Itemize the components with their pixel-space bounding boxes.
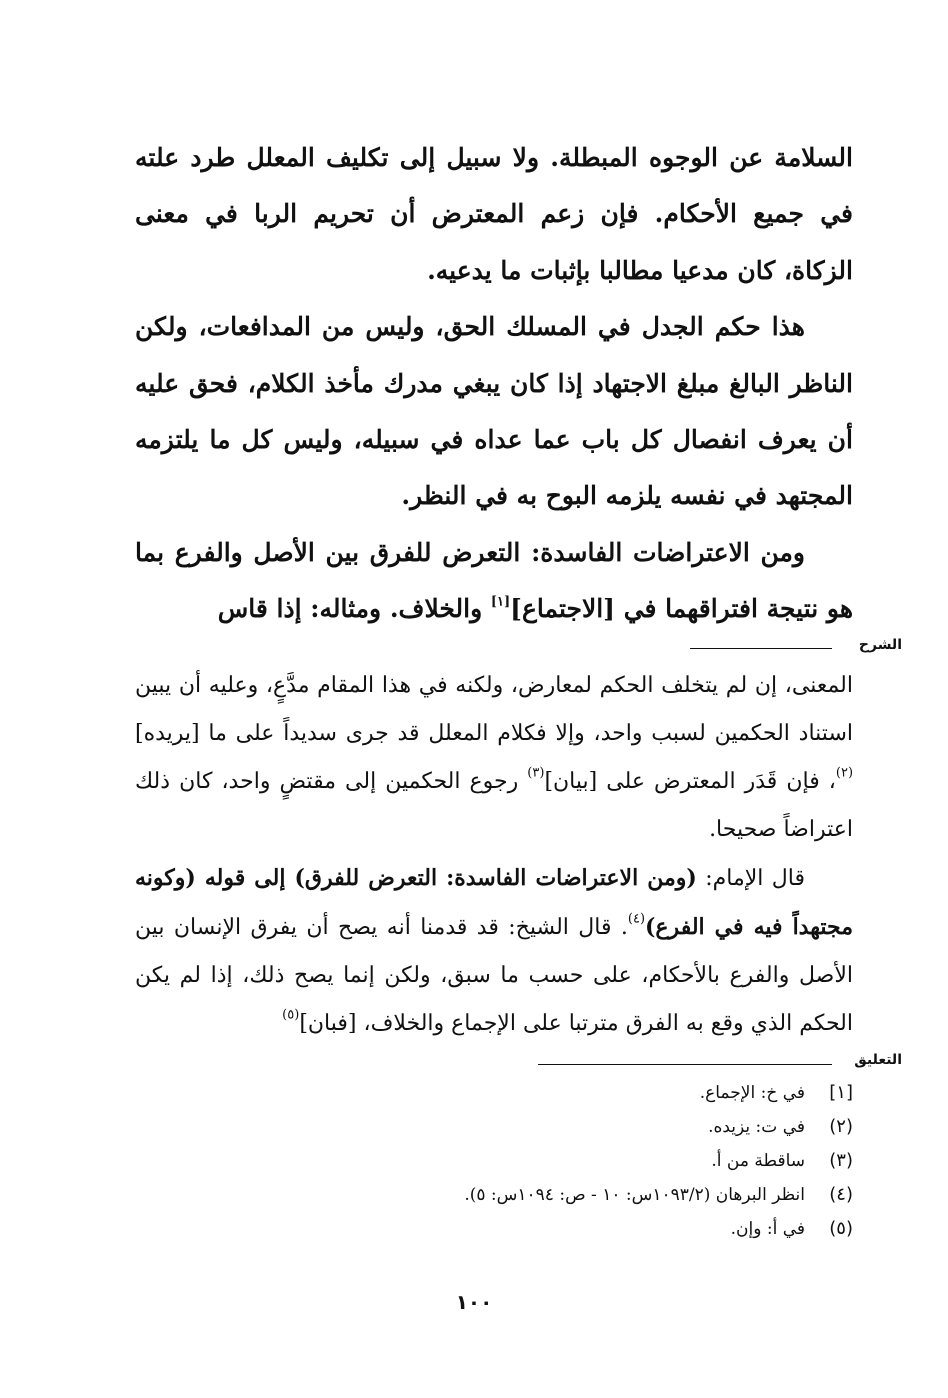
footnote-ref-4: (٤) xyxy=(627,911,646,927)
main-paragraph-3 xyxy=(135,525,853,638)
footnote-item xyxy=(135,1178,853,1212)
footnotes-list xyxy=(135,1076,853,1246)
footnote-text: في ت: يزيده. xyxy=(708,1117,805,1137)
sharh-p1-text-c: رجوع الحكمين إلى مقتضٍ واحد، كان ذلك اعتراضاً صحيحا. xyxy=(135,769,853,842)
page-number: ١٠٠ xyxy=(455,1290,493,1314)
taliq-divider xyxy=(538,1064,832,1065)
footnote-ref-5: (٥) xyxy=(282,1007,300,1023)
main-paragraph-3-text-b: والخلاف. ومثاله: إذا قاس xyxy=(217,594,491,624)
footnote-text: انظر البرهان (١٠٩٣/٢س: ١٠ - ص: ١٠٩٤س: ٥). xyxy=(464,1185,805,1205)
footnote-text: في أ: وإن. xyxy=(730,1219,805,1239)
main-paragraph-3-text-a: ومن الاعتراضات الفاسدة: التعرض للفرق بين الأصل والفرع بما هو نتيجة افتراقهما في [الاجتماع] xyxy=(135,537,853,624)
sharh-divider xyxy=(690,648,832,649)
main-text xyxy=(135,130,853,638)
footnote-number: [١] xyxy=(829,1082,853,1103)
footnote-item xyxy=(135,1144,853,1178)
footnote-number: (٣) xyxy=(829,1150,853,1171)
footnote-number: (٤) xyxy=(829,1184,853,1205)
footnote-text: في خ: الإجماع. xyxy=(699,1083,805,1103)
sharh-paragraph-1 xyxy=(135,662,853,854)
main-paragraph-2: هذا حكم الجدل في المسلك الحق، وليس من المدافعات، ولكن الناظر البالغ مبلغ الاجتهاد إذا كان يبغي مدرك مأخذ الكلام، فحق عليه أن يعرف انفصال كل باب عما عداه في سبيله، وليس كل ما يلتزمه المجتهد في نفسه يلزمه البوح به في النظر. xyxy=(135,312,853,511)
footnote-ref-3: (٣) xyxy=(527,765,545,781)
footnote-ref-1: [١] xyxy=(490,594,511,610)
footnote-ref-2: (٢) xyxy=(835,765,854,781)
sharh-p1-text-a: المعنى، إن لم يتخلف الحكم لمعارض، ولكنه في هذا المقام مدَّعٍ، وعليه أن يبين استناد الحكمين لسبب واحد، وإلا فكلام المعلل قد جرى سديداً على ما [يريده] xyxy=(135,673,853,746)
footnote-number: (٥) xyxy=(829,1218,853,1239)
taliq-label: التعليق xyxy=(854,1052,902,1068)
footnote-text: ساقطة من أ. xyxy=(711,1151,805,1171)
footnote-item xyxy=(135,1212,853,1246)
main-paragraph-1: السلامة عن الوجوه المبطلة. ولا سبيل إلى تكليف المعلل طرد علته في جميع الأحكام. فإن زعم المعترض أن تحريم الربا في معنى الزكاة، كان مدعيا مطالبا بإثبات ما يدعيه. xyxy=(135,143,853,285)
sharh-text xyxy=(135,662,853,1048)
footnote-number: (٢) xyxy=(829,1116,853,1137)
footnote-item xyxy=(135,1076,853,1110)
sharh-p2-quote: (ومن الاعتراضات الفاسدة: التعرض للفرق) إلى قوله (وكونه مجتهداً فيه في الفرع) xyxy=(135,865,853,940)
sharh-p1-text-b: ، فإن قَدَر المعترض على [بيان] xyxy=(544,769,836,794)
sharh-p2-text-a: قال الإمام: xyxy=(696,866,805,891)
sharh-label: الشرح xyxy=(858,637,902,653)
footnote-item xyxy=(135,1110,853,1144)
sharh-p2-text-b: . قال الشيخ: قد قدمنا أنه يصح أن يفرق الإنسان بين الأصل والفرع بالأحكام، على حسب ما سبق، ولكن إنما يصح ذلك، إذا لم يكن الحكم الذي وقع به الفرق مترتبا على الإجماع والخلاف، [فبان] xyxy=(135,915,853,1036)
sharh-paragraph-2 xyxy=(135,854,853,1048)
